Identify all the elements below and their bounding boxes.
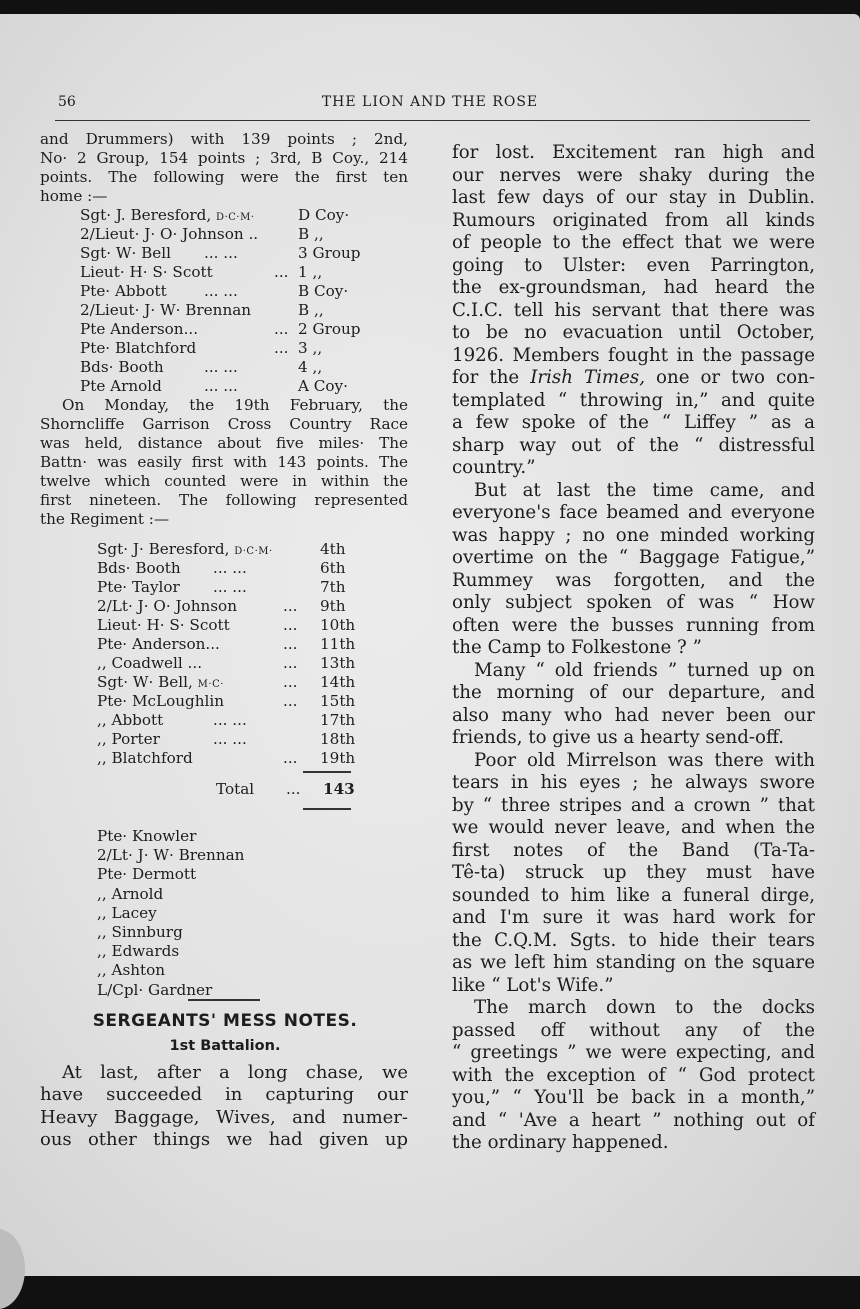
- other-runner: ,, Edwards: [97, 942, 180, 961]
- right-column-line: only subject spoken of was “ How: [452, 592, 815, 613]
- unit: 3 ,,: [298, 339, 323, 357]
- other-runner: ,, Sinnburg: [97, 923, 183, 941]
- right-column-line: passed off without any of the: [452, 1019, 815, 1041]
- right-column-line: friends, to give us a hearty send-off.: [452, 727, 785, 748]
- place: 7th: [320, 578, 346, 596]
- right-column-line: you,” “ You'll be back in a month,”: [452, 1087, 815, 1108]
- right-column-line: sharp way out of the “ distressful: [452, 434, 815, 456]
- section-paragraph-line: At last, after a long chase, we: [62, 1062, 408, 1083]
- right-column-line: Poor old Mirrelson was there with: [474, 749, 815, 771]
- name: Pte· Abbott: [80, 282, 167, 300]
- race-paragraph-line: was held, distance about five miles· The: [40, 434, 408, 452]
- place: 14th: [320, 673, 356, 691]
- unit: B Coy·: [298, 282, 349, 300]
- name: ,, Coadwell ...: [97, 654, 203, 672]
- name: ,, Abbott: [97, 711, 164, 729]
- right-column-line: the ordinary happened.: [452, 1132, 669, 1153]
- name: Lieut· H· S· Scott: [97, 616, 230, 634]
- right-column-line: often were the busses running from: [452, 614, 815, 636]
- place: 15th: [320, 692, 356, 710]
- race-paragraph-line: first nineteen. The following represented: [40, 491, 408, 509]
- dots: ... ...: [204, 244, 238, 262]
- name: 2/Lieut· J· W· Brennan: [80, 301, 252, 319]
- right-column-line: with the exception of “ God protect: [452, 1064, 815, 1086]
- place: 13th: [320, 654, 356, 672]
- right-column-line: sounded to him like a funeral dirge,: [452, 884, 815, 906]
- intro-line: No· 2 Group, 154 points ; 3rd, B Coy., 214: [40, 149, 408, 167]
- dots: ... ...: [204, 377, 238, 395]
- dots: ...: [283, 635, 298, 653]
- right-column-line: Rumours originated from all kinds: [452, 209, 815, 231]
- right-column-line: was happy ; no one minded working: [452, 524, 815, 546]
- right-column-line: first notes of the Band (Ta-Ta-: [452, 839, 815, 861]
- right-column-line: Tê-ta) struck up they must have: [452, 862, 815, 883]
- name: Bds· Booth: [97, 559, 181, 577]
- section-paragraph-line: Heavy Baggage, Wives, and numer-: [40, 1106, 408, 1128]
- header-rule: [55, 120, 810, 121]
- italic-title: Irish Times,: [530, 367, 646, 388]
- decoration: D·C·M·: [234, 546, 273, 557]
- section-paragraph-line: have succeeded in capturing our: [40, 1084, 408, 1106]
- name: Pte Arnold: [80, 377, 162, 395]
- right-column-line: for lost. Excitement ran high and: [452, 142, 815, 163]
- place: 4th: [320, 540, 346, 558]
- place: 10th: [320, 616, 356, 634]
- unit: 2 Group: [298, 320, 361, 338]
- dots: ...: [283, 749, 298, 767]
- unit: D Coy·: [298, 206, 350, 224]
- right-column-line: to be no evacuation until October,: [452, 322, 815, 343]
- dots: ...: [283, 654, 298, 672]
- name: Sgt· W· Bell, M·C·: [97, 673, 224, 691]
- intro-line: and Drummers) with 139 points ; 2nd,: [40, 130, 408, 148]
- race-paragraph-line: the Regiment :—: [40, 510, 170, 528]
- other-runner: ,, Lacey: [97, 903, 157, 922]
- right-column-line: But at last the time came, and: [474, 479, 815, 501]
- dots: ... ...: [213, 730, 247, 748]
- right-column-line: templated “ throwing in,” and quite: [452, 389, 815, 411]
- right-column-line: 1926. Members fought in the passage: [452, 344, 815, 366]
- dots: ... ...: [204, 282, 238, 300]
- divider: [303, 808, 351, 810]
- right-column-line: Many “ old friends ” turned up on: [474, 659, 815, 681]
- right-column-line: we would never leave, and when the: [452, 817, 815, 838]
- right-column-line: everyone's face beamed and everyone: [452, 502, 815, 523]
- place: 9th: [320, 597, 346, 615]
- right-column-line: of people to the effect that we were: [452, 232, 815, 253]
- right-column-line: overtime on the “ Baggage Fatigue,”: [452, 547, 815, 568]
- right-column-line: C.I.C. tell his servant that there was: [452, 299, 815, 321]
- name: ,, Porter: [97, 730, 160, 748]
- right-column-line: by “ three stripes and a crown ” that: [452, 794, 815, 816]
- other-runner: L/Cpl· Gardner: [97, 980, 213, 999]
- page-number: 56: [58, 94, 76, 110]
- name: Pte· McLoughlin: [97, 692, 225, 710]
- unit: 3 Group: [298, 244, 361, 262]
- dots: ...: [274, 339, 289, 357]
- race-paragraph-line: twelve which counted were in within the: [40, 472, 408, 490]
- place: 19th: [320, 749, 356, 767]
- intro-line: home :—: [40, 187, 108, 205]
- name: Pte· Blatchford: [80, 339, 197, 357]
- right-column-line: the ex-groundsman, had heard the: [452, 277, 815, 298]
- other-runner: Pte· Knowler: [97, 827, 197, 845]
- other-runner: 2/Lt· J· W· Brennan: [97, 846, 245, 865]
- name: Lieut· H· S· Scott: [80, 263, 213, 281]
- right-column-line: the morning of our departure, and: [452, 682, 815, 703]
- dots: ...: [283, 673, 298, 691]
- name: Bds· Booth: [80, 358, 164, 376]
- name: 2/Lt· J· O· Johnson: [97, 597, 237, 615]
- dots: ...: [283, 597, 298, 615]
- right-column-line: and I'm sure it was hard work for: [452, 907, 815, 928]
- right-column-line: our nerves were shaky during the: [452, 164, 815, 186]
- right-column-line: for the Irish Times, one or two con-: [452, 367, 815, 388]
- right-column-line: a few spoke of the “ Liffey ” as a: [452, 412, 815, 433]
- right-column-line: as we left him standing on the square: [452, 952, 815, 973]
- intro-line: points. The following were the first ten: [40, 168, 408, 186]
- unit: 4 ,,: [298, 358, 323, 376]
- thumb: [0, 1229, 25, 1309]
- right-column-line: Rummey was forgotten, and the: [452, 569, 815, 591]
- other-runner: ,, Arnold: [97, 884, 164, 903]
- page: [0, 14, 860, 1276]
- dots: ... ...: [213, 711, 247, 729]
- unit: 1 ,,: [298, 263, 323, 281]
- other-runner: Pte· Dermott: [97, 865, 197, 884]
- total-value: 143: [323, 780, 355, 798]
- unit: A Coy·: [298, 377, 348, 395]
- race-paragraph-line: On Monday, the 19th February, the: [62, 396, 408, 414]
- right-column-line: like “ Lot's Wife.”: [452, 974, 614, 996]
- dots: ...: [274, 263, 289, 281]
- race-paragraph-line: Shorncliffe Garrison Cross Country Race: [40, 415, 408, 433]
- place: 18th: [320, 730, 356, 748]
- place: 11th: [320, 635, 356, 653]
- dots: ...: [283, 692, 298, 710]
- dots: ...: [283, 616, 298, 634]
- name: Sgt· W· Bell: [80, 244, 172, 262]
- decoration: D·C·M·: [216, 212, 255, 223]
- right-column-line: “ greetings ” we were expecting, and: [452, 1042, 815, 1063]
- right-column-line: also many who had never been our: [452, 704, 815, 726]
- total-rule: [303, 771, 351, 773]
- right-column-line: tears in his eyes ; he always swore: [452, 772, 815, 793]
- decoration: M·C·: [197, 679, 224, 690]
- name: Pte· Anderson...: [97, 635, 220, 653]
- right-column-line: the C.Q.M. Sgts. to hide their tears: [452, 929, 815, 951]
- name: Pte· Taylor: [97, 578, 180, 596]
- right-column-line: The march down to the docks: [474, 997, 815, 1018]
- name: ,, Blatchford: [97, 749, 193, 767]
- place: 17th: [320, 711, 356, 729]
- place: 6th: [320, 559, 346, 577]
- dots: ... ...: [204, 358, 238, 376]
- dots: ... ...: [213, 578, 247, 596]
- name: Sgt· J. Beresford, D·C·M·: [80, 206, 255, 224]
- right-column-line: the Camp to Folkestone ? ”: [452, 637, 702, 658]
- unit: B ,,: [298, 225, 324, 243]
- right-column-line: country.”: [452, 457, 536, 478]
- unit: B ,,: [298, 301, 324, 319]
- race-paragraph-line: Battn· was easily first with 143 points. The: [40, 453, 408, 471]
- other-runner: ,, Ashton: [97, 961, 166, 980]
- name: Pte Anderson...: [80, 320, 199, 338]
- section-heading: SERGEANTS' MESS NOTES.: [92, 1011, 358, 1031]
- right-column-line: last few days of our stay in Dublin.: [452, 187, 815, 208]
- section-paragraph-line: ous other things we had given up: [40, 1128, 408, 1150]
- section-subheading: 1st Battalion.: [169, 1038, 281, 1054]
- dots: ... ...: [213, 559, 247, 577]
- dots: ...: [286, 780, 301, 798]
- running-title: THE LION AND THE ROSE: [321, 94, 539, 110]
- name: Sgt· J· Beresford, D·C·M·: [97, 540, 273, 558]
- name: 2/Lieut· J· O· Johnson ..: [80, 225, 259, 243]
- right-column-line: and “ 'Ave a heart ” nothing out of: [452, 1109, 815, 1131]
- dots: ...: [274, 320, 289, 338]
- right-column-line: going to Ulster: even Parrington,: [452, 254, 815, 276]
- total-label: Total: [216, 780, 255, 798]
